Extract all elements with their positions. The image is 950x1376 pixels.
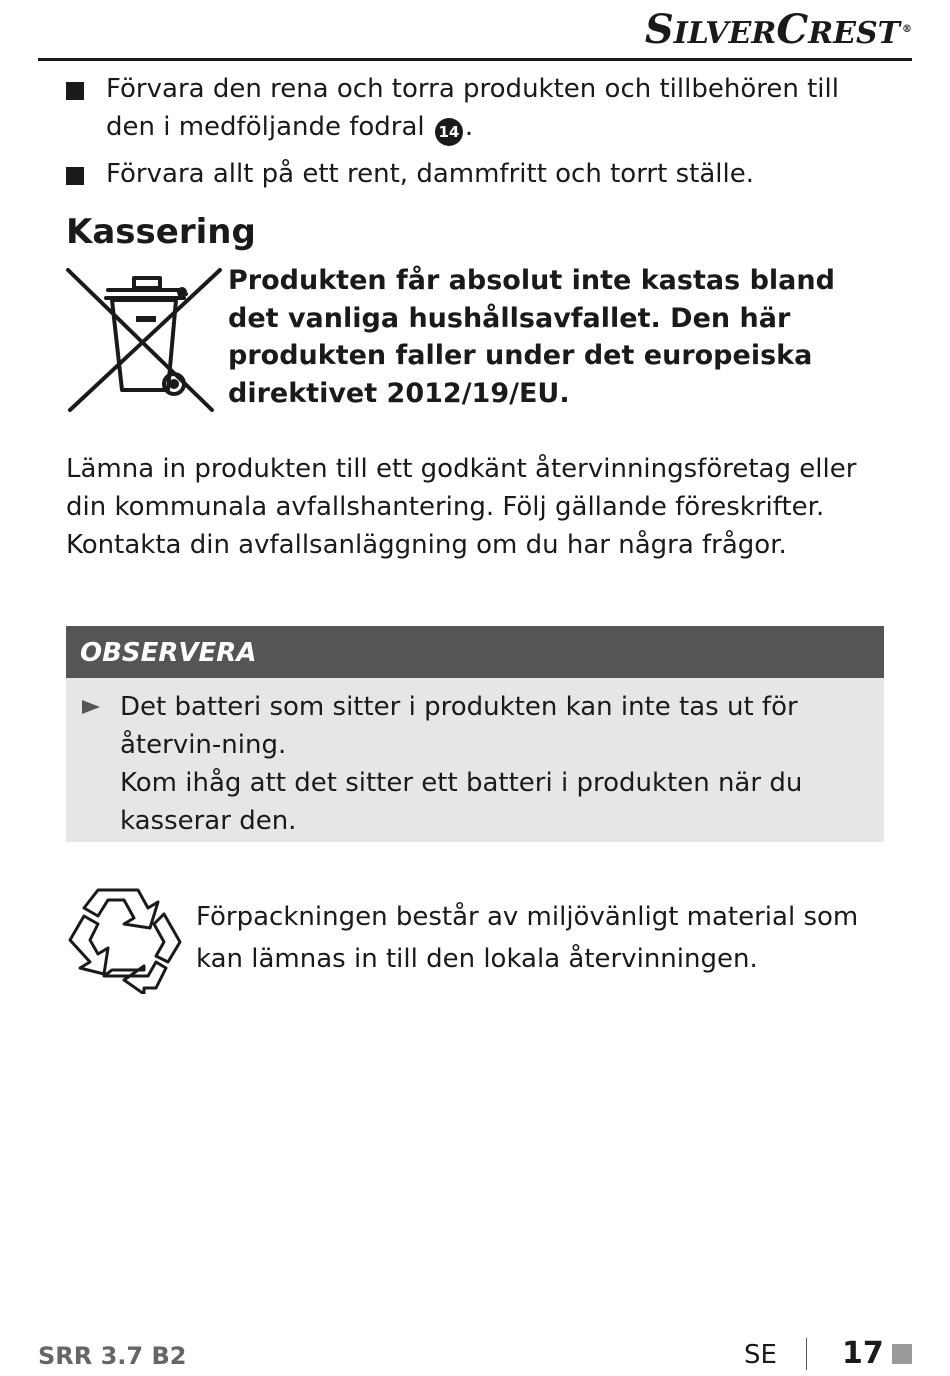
logo-ilver: ILVER (673, 16, 777, 51)
header-rule (38, 58, 912, 61)
crossed-out-wheelie-bin-icon (64, 266, 224, 414)
bullet-text-end: . (464, 112, 474, 142)
registered-mark: ® (902, 24, 912, 35)
note-title: OBSERVERA (66, 626, 884, 678)
page-marker-square-icon (892, 1344, 912, 1364)
note-line-1: Det batteri som sitter i produkten kan inte tas ut för återvin-ning. (120, 692, 798, 760)
bullet-square-icon (66, 167, 84, 185)
logo-s: S (644, 6, 674, 53)
footer-divider (806, 1338, 807, 1370)
footer-model: SRR 3.7 B2 (38, 1342, 187, 1370)
disposal-paragraph: Lämna in produkten till ett godkänt återvinningsföretag eller din kommunala avfallshantering. Följ gällande föreskrifter. Kontakta din avfallsanläggning om du har några frågor. (66, 454, 857, 560)
recycling-text: Förpackningen består av miljövänligt material som kan lämnas in till den lokala återvinningen. (196, 902, 859, 974)
bullet-text: Förvara allt på ett rent, dammfritt och torrt ställe. (106, 159, 754, 189)
bullet-text-main: Förvara den rena och torra produkten och tillbehören till den i medföljande fodral (106, 74, 839, 142)
storage-bullet-2 (66, 155, 866, 193)
note-body (66, 678, 884, 840)
logo-c: C (776, 6, 809, 53)
arrow-right-icon (82, 700, 100, 714)
logo-rest: REST (808, 16, 900, 51)
weee-notice: Produkten får absolut inte kastas bland det vanliga hushållsavfallet. Den här produkten faller under det europeiska direktivet 2012/19/EU. (228, 265, 835, 409)
storage-bullet-1 (66, 70, 866, 146)
section-heading-disposal: Kassering (66, 212, 256, 252)
recycle-icon (64, 884, 182, 994)
brand-logo (645, 6, 912, 58)
note-line-2: Kom ihåg att det sitter ett batteri i produkten när du kasserar den. (120, 768, 803, 836)
bullet-square-icon (66, 82, 84, 100)
reference-number-badge: 14 (435, 118, 463, 146)
note-box (66, 626, 884, 842)
page-number: 17 (842, 1336, 884, 1371)
bullet-text (106, 70, 866, 146)
footer-language: SE (744, 1340, 777, 1370)
